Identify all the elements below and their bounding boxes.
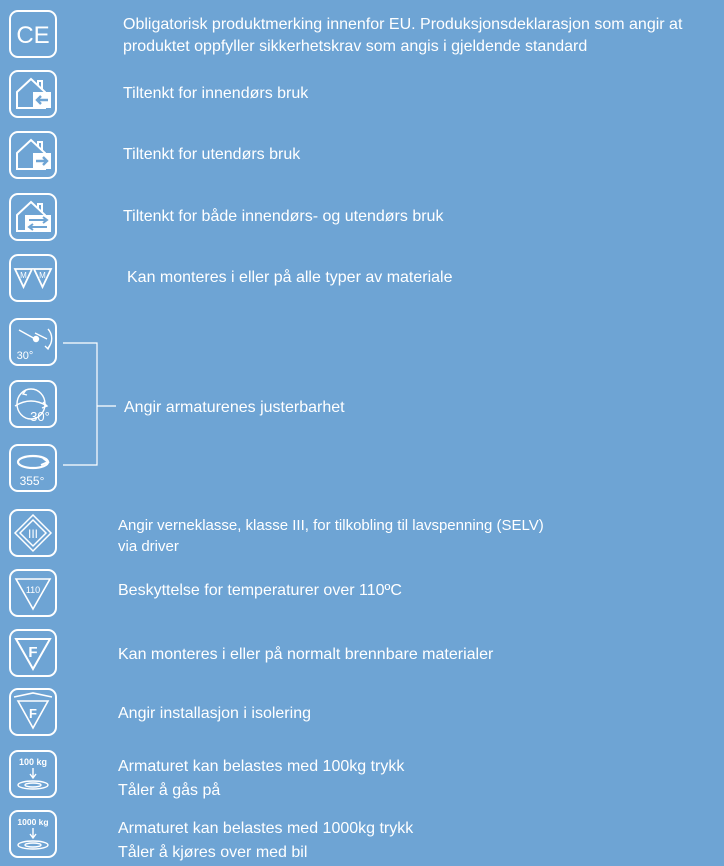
house-arrow-out-icon xyxy=(9,131,57,179)
load-100kg-icon xyxy=(9,750,57,798)
load-100kg-description: Armaturet kan belastes med 100kg trykk Tåler å gås på xyxy=(118,758,405,799)
ce-mark-icon xyxy=(9,10,57,58)
tilt-30-icon xyxy=(9,318,57,366)
mm-description: Kan monteres i eller på alle typer av materiale xyxy=(127,269,453,286)
temperature-110-icon xyxy=(9,569,57,617)
indoor-description: Tiltenkt for innendørs bruk xyxy=(123,85,309,102)
f-mark-icon xyxy=(9,629,57,677)
insulation-description: Angir installasjon i isolering xyxy=(118,705,311,722)
svg-text:F: F xyxy=(29,706,37,721)
rotate-30-icon xyxy=(9,380,57,428)
mm-mounting-icon xyxy=(9,254,57,302)
temperature-description: Beskyttelse for temperaturer over 110ºC xyxy=(118,582,402,599)
svg-text:110: 110 xyxy=(25,585,41,595)
load-1000kg-icon xyxy=(9,810,57,858)
protection-class-description: Angir verneklasse, klasse III, for tilkobling til lavspenning (SELV) via driver xyxy=(118,517,544,555)
house-arrow-in-icon xyxy=(9,70,57,118)
svg-text:100 kg: 100 kg xyxy=(18,757,48,767)
svg-text:355°: 355° xyxy=(19,474,45,488)
class-three-icon xyxy=(9,509,57,557)
svg-text:M: M xyxy=(39,271,46,280)
indoor-outdoor-description: Tiltenkt for både innendørs- og utendørs bruk xyxy=(123,208,444,225)
svg-text:F: F xyxy=(28,644,38,661)
f-insulation-icon xyxy=(9,688,57,736)
svg-text:M: M xyxy=(20,271,27,280)
svg-text:30°: 30° xyxy=(30,409,50,424)
adjustability-description: Angir armaturenes justerbarhet xyxy=(124,399,345,416)
load-1000kg-description: Armaturet kan belastes med 1000kg trykk Tåler å kjøres over med bil xyxy=(118,820,414,861)
svg-text:III: III xyxy=(27,527,39,541)
ce-description: Obligatorisk produktmerking innenfor EU. Produksjonsdeklarasjon som angir at produktet oppfyller sikkerhetskrav som angis i gjeldende standard xyxy=(123,16,683,55)
outdoor-description: Tiltenkt for utendørs bruk xyxy=(123,146,301,163)
svg-text:CE: CE xyxy=(16,22,50,49)
flammable-description: Kan monteres i eller på normalt brennbare materialer xyxy=(118,646,494,663)
svg-text:1000 kg: 1000 kg xyxy=(17,817,49,827)
house-arrows-both-icon xyxy=(9,193,57,241)
rotate-355-icon xyxy=(9,444,57,492)
svg-text:30°: 30° xyxy=(16,350,34,362)
